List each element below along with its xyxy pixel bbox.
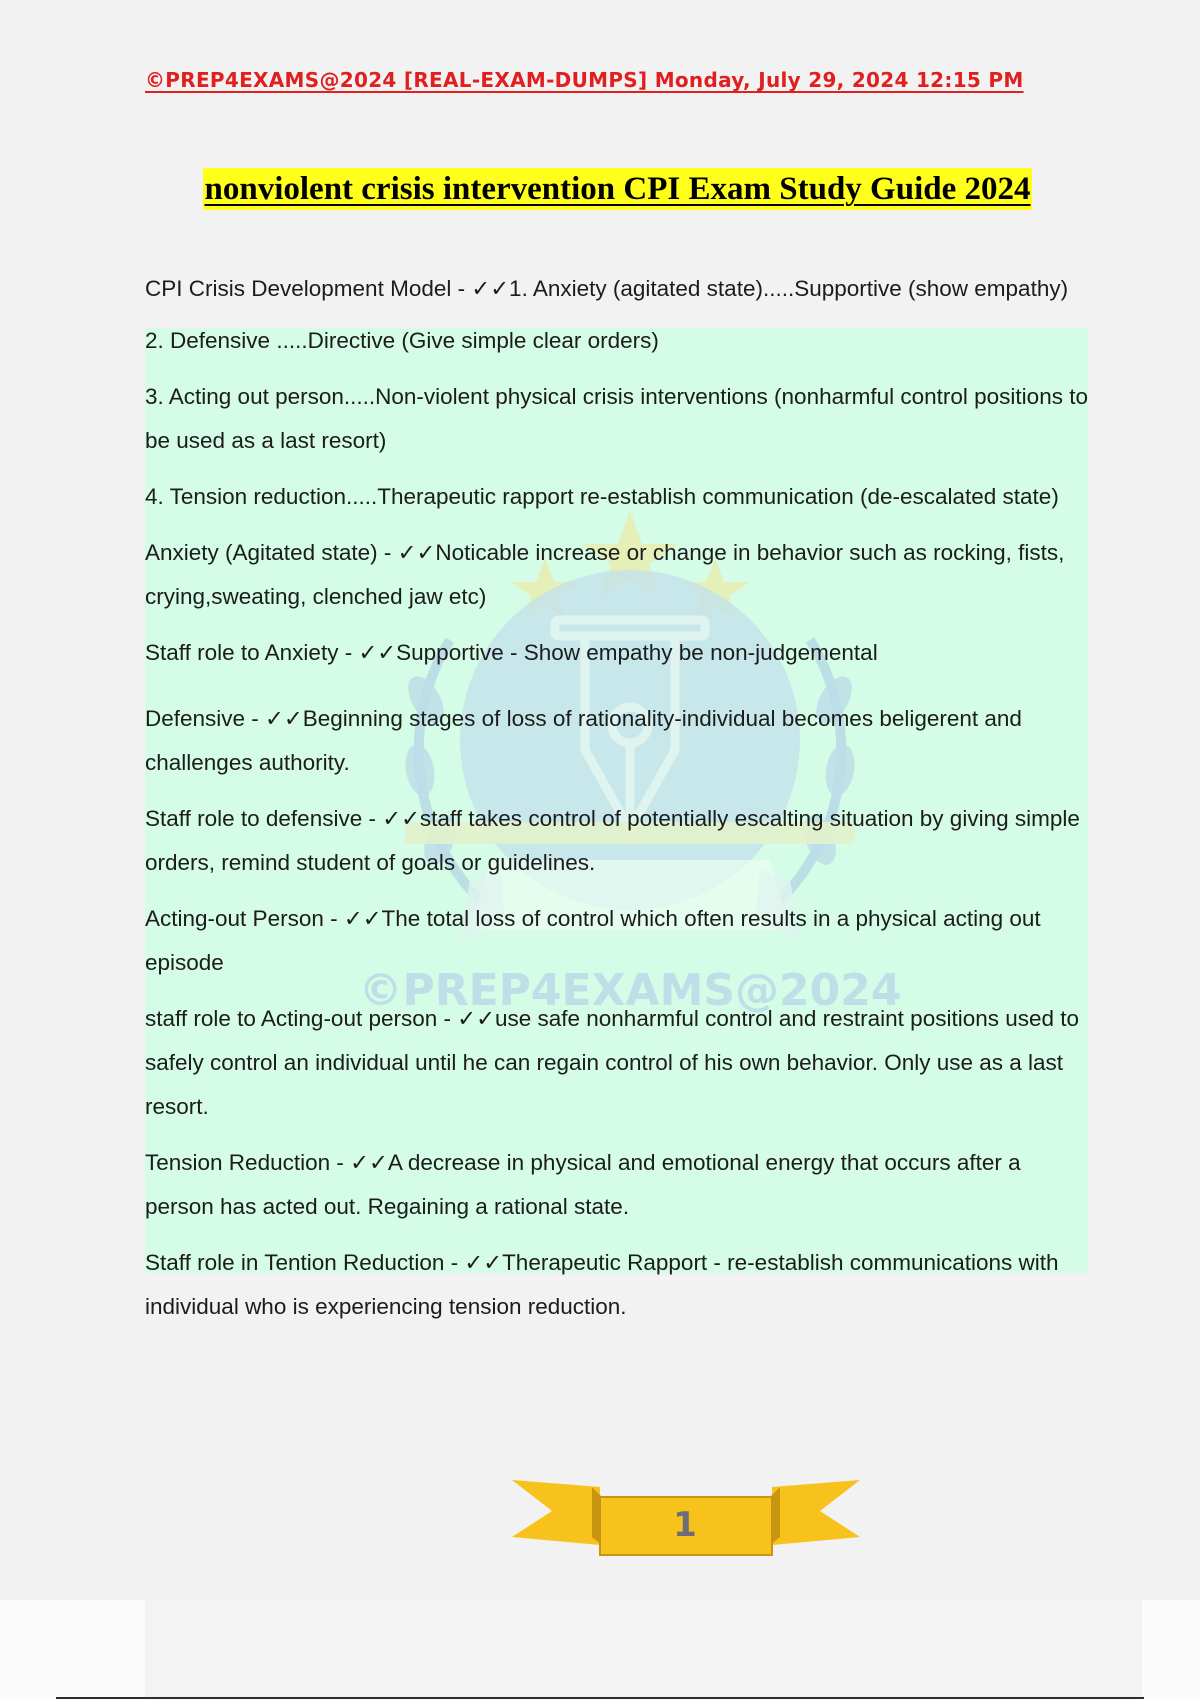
page-number: 1 [673, 1505, 697, 1545]
next-page-edge [145, 1600, 1142, 1697]
entries-list [145, 267, 1095, 1329]
entry-staff-role-acting-out: staff role to Acting-out person - ✓✓use safe nonharmful control and restraint positions used to safely control an individual until he can regain control of his own behavior. Only use as a last resort. [145, 1006, 1080, 1119]
watermark-text: ©PREP4EXAMS@2024 [358, 965, 902, 1016]
header-banner: ©PREP4EXAMS@2024 [REAL-EXAM-DUMPS] Monday, July 29, 2024 12:15 PM [145, 68, 1024, 92]
entry-crisis-development-model: CPI Crisis Development Model - ✓✓1. Anxiety (agitated state).....Supportive (show empathy) [145, 276, 1069, 301]
entry-tension-reduction: 4. Tension reduction.....Therapeutic rapport re-establish communication (de-escalated state) [145, 484, 1059, 509]
bottom-rule [56, 1697, 1144, 1699]
entry-tension-reduction-definition: Tension Reduction - ✓✓A decrease in physical and emotional energy that occurs after a person has acted out. Regaining a rational state. [145, 1150, 1021, 1219]
entry-acting-out-definition: Acting-out Person - ✓✓The total loss of control which often results in a physical acting out episode [145, 906, 1041, 975]
entry-staff-role-tension-reduction: Staff role in Tention Reduction - ✓✓Therapeutic Rapport - re-establish communications with individual who is experiencing tension reduction. [145, 1250, 1059, 1319]
entry-anxiety-definition: Anxiety (Agitated state) - ✓✓Noticable increase or change in behavior such as rocking, fists, crying,sweating, clenched jaw etc) [145, 540, 1065, 609]
document-title: nonviolent crisis intervention CPI Exam Study Guide 2024 [203, 168, 1033, 210]
title-wrapper [0, 168, 1200, 210]
entry-staff-role-anxiety: Staff role to Anxiety - ✓✓Supportive - Show empathy be non-judgemental [145, 640, 878, 665]
entry-staff-role-defensive: Staff role to defensive - ✓✓staff takes control of potentially escalting situation by giving simple orders, remind student of goals or guidelines. [145, 806, 1080, 875]
entry-defensive-definition: Defensive - ✓✓Beginning stages of loss of rationality-individual becomes beligerent and challenges authority. [145, 706, 1022, 775]
entry-acting-out-person: 3. Acting out person.....Non-violent physical crisis interventions (nonharmful control positions to be used as a last resort) [145, 384, 1088, 453]
entry-defensive-directive: 2. Defensive .....Directive (Give simple clear orders) [145, 328, 659, 353]
